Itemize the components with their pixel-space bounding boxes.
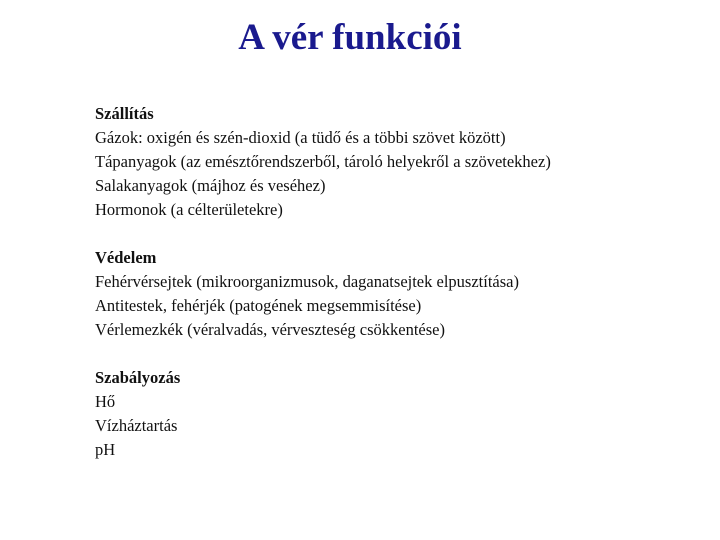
section-heading-protection: Védelem: [95, 248, 157, 267]
list-item-nutrients: Tápanyagok (az emésztőrendszerből, tároló helyekről a szövetekhez): [95, 152, 551, 171]
section-protection: [95, 246, 695, 342]
slide-title: A vér funkciói: [238, 17, 462, 58]
section-regulation: [95, 366, 695, 462]
section-heading-transport: Szállítás: [95, 104, 154, 123]
list-item-ph: pH: [95, 440, 116, 459]
list-item-waste: Salakanyagok (májhoz és veséhez): [95, 176, 326, 195]
list-item-platelets: Vérlemezkék (véralvadás, vérveszteség csökkentése): [95, 320, 445, 339]
list-item-water-balance: Vízháztartás: [95, 416, 178, 435]
list-item-hormones: Hormonok (a célterületekre): [95, 200, 283, 219]
list-item-antibodies: Antitestek, fehérjék (patogének megsemmisítése): [95, 296, 422, 315]
list-item-gases: Gázok: oxigén és szén-dioxid (a tüdő és a többi szövet között): [95, 128, 506, 147]
slide-content: [95, 102, 695, 462]
list-item-heat: Hő: [95, 392, 116, 411]
section-heading-regulation: Szabályozás: [95, 368, 181, 387]
list-item-white-blood-cells: Fehérvérsejtek (mikroorganizmusok, daganatsejtek elpusztítása): [95, 272, 519, 291]
section-transport: [95, 102, 695, 222]
